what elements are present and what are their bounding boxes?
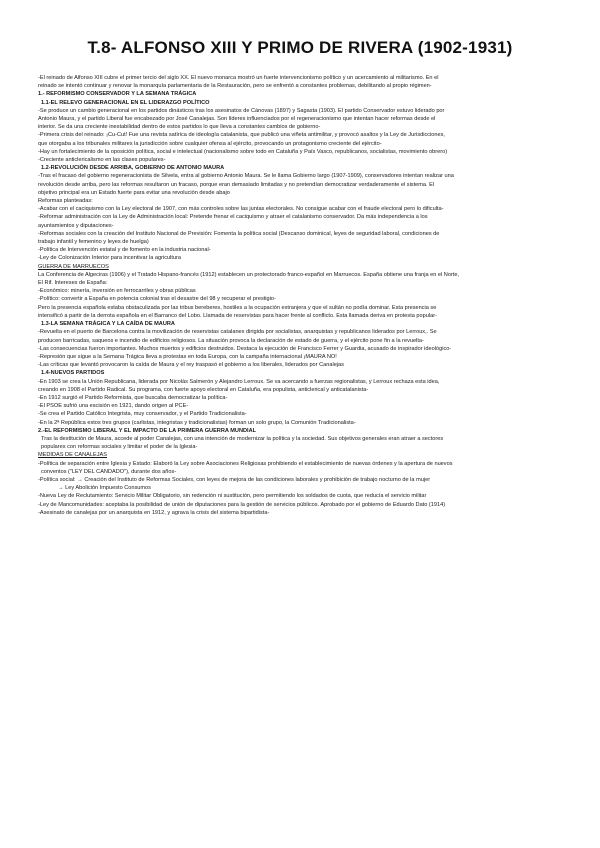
section-heading: 2.-EL REFORMISMO LIBERAL Y EL IMPACTO DE LA PRIMERA GUERRA MUNDIAL (38, 427, 257, 434)
section-heading: 1.- REFORMISMO CONSERVADOR Y LA SEMANA TRÁGICA (38, 91, 197, 98)
page-title: T.8- ALFONSO XIII Y PRIMO DE RIVERA (1902-1931) (87, 38, 513, 57)
section-heading: 1.4-NUEVOS PARTIDOS (41, 370, 105, 377)
text-line: -Ley de Mancomunidades: aceptaba la posibilidad de unión de diputaciones para la gestión de servicios públicos. Aprobado por el gobierno de Eduardo Dato (1914) (38, 501, 446, 508)
text-line: -Tras el fracaso del gobierno regeneracionista de Silvela, entra al gobierno Antonio Maura. Se le llama Gobierno largo (1907-1909), conservadores intentan realizar una (38, 173, 454, 180)
text-line: MEDIDAS DE CANALEJAS (38, 452, 108, 459)
text-line: trabajo infantil y femenino y leyes de huelga) (38, 239, 149, 246)
text-line: -El reinado de Alfonso XIII cubre el primer tercio del siglo XX. El nuevo monarca mostró un fuerte intervencionismo político y un acercamiento al militarismo. En el (38, 75, 439, 81)
text-line: -Reformar administración con la Ley de Administración local: Pretende frenar el caciquismo y atraer el catalanismo conservador. Da más independencia a los (38, 214, 428, 221)
text-line: La Conferencia de Algeciras (1906) y el Tratado Hispano-francés (1912) establecen un protectorado franco-español en Marruecos. España obtiene una franja en el Norte, (38, 271, 460, 278)
document-body (38, 74, 566, 517)
text-line: El Rif. Intereses de España: (38, 280, 108, 287)
text-line: -Creciente anticlericalismo en las clases populares- (38, 157, 166, 164)
text-line: -Se crea el Partido Católico Integrista, muy conservador, y el Partido Tradicionalista- (38, 411, 247, 418)
text-line: -Político: convertir a España en potencia colonial tras el desastre del 98 y recuperar el prestigio- (38, 296, 276, 303)
text-line: -Ley de Colonización Interior para incentivar la agricultura (38, 255, 182, 262)
text-line: -Primera crisis del reinado: ¡Cu-Cut! Fue una revista satírica de ideología catalanista, que publicó una viñeta antimilitar, y provocó asaltos y la Ley de Jurisdicciones, (38, 132, 445, 139)
text-line: GUERRA DE MARRUECOS (38, 263, 109, 270)
text-line: -Política de separación entre Iglesia y Estado: Elaboró la Ley sobre Asociaciones Religiosas prohibiendo el establecimiento de nuevas órdenes y la apertura de nuevos (38, 460, 453, 467)
text-line: creando en 1908 el Partido Radical. Su programa, con fuerte apoyo electoral en Cataluña, era populista, anticlerical y anticatalanista- (38, 386, 369, 393)
text-line: revolución desde arriba, pero las reformas resultaron un fracaso, porque eran demasiado limitadas y no pretendían democratizar verdaderamente el sistema. El (38, 181, 435, 188)
text-line: Tras la destitución de Maura, accede al poder Canalejas, con una intención de modernizar la política y la sociedad. Sus objetivos generales eran atraer a sectores (41, 435, 444, 442)
text-line: objetivo principal era un Estado fuerte para evitar una revolución desde abajo (38, 189, 230, 196)
text-line: Pero la presencia española estaba obstaculizada por las tribus bereberes, hostiles a la ocupación extranjera y que el sultán no podía dominar. Esta presencia se (38, 304, 437, 311)
text-line: populares con reformas sociales y limitar el poder de la Iglesia- (41, 444, 198, 451)
text-line: -Represión que sigue a la Semana Trágica lleva a protestas en toda Europa, con la campaña internacional ¡MAURA NO! (38, 353, 337, 360)
text-line: -Asesinato de canalejas por un anarquista en 1912, y agrava la crisis del sistema bipartidista- (38, 509, 270, 516)
text-line: → Ley Abolición Impuesto Consumos (58, 485, 151, 492)
text-line: intensificó a partir de la derrota española en el Barranco del Lobo. Llamada de reservistas para hacer frente al conflicto. Esta llamada deriva en protesta popular- (38, 312, 437, 319)
text-line: Antonio Maura, y el partido Liberal fue encabezado por José Canalejas. Son líderes influenciados por el regeneracionismo que intentan hacer reformas desde el (38, 116, 436, 123)
text-line: producen barricadas, saqueos e incendio de edificios religiosos. La situación provoca la declaración de estado de guerra, y el ejército pone fin a la revuelta- (38, 337, 424, 344)
text-line: -En 1912 surgió el Partido Reformista, que buscaba democratizar la política- (38, 394, 228, 401)
text-line: -Económico: minería, inversión en ferrocarriles y obras públicas (38, 288, 196, 295)
text-line: Reformas planteadas: (38, 198, 93, 205)
section-heading: 1.1-EL RELEVO GENERACIONAL EN EL LIDERAZGO POLÍTICO (41, 99, 210, 106)
text-line: -Reformas sociales con la creación del Instituto Nacional de Previsión: Fomenta la política social (Descanso dominical, leyes de seguridad laboral, condiciones de (38, 230, 440, 237)
text-line: -En la 2ª República estos tres grupos (carlistas, integristas y tradicionalistas) forman un solo grupo, la Comunión Tradicionalista- (38, 419, 356, 426)
text-line: interior. Se da una creciente inestabilidad dentro de estos partidos lo que lleva a constantes cambios de gobierno- (38, 124, 321, 131)
text-line: ayuntamientos y diputaciones- (38, 222, 114, 229)
text-line: -Se produce un cambio generacional en los partidos dinásticos tras los asesinatos de Cánovas (1897) y Sagasta (1903). El partido Conservador estuvo liderado por (38, 107, 445, 114)
text-line: -Hay un fortalecimiento de la oposición política, social e intelectual (nacionalismo sobre todo en Cataluña y País Vasco, republicanos, socialistas, movimiento obrero) (38, 148, 448, 155)
text-line: -Las críticas que levantó provocaron la caída de Maura y el rey traspasó el gobierno a los liberales, liderados por Canalejas (38, 362, 344, 369)
section-heading: 1.2-REVOLUCIÓN DESDE ARRIBA, GOBIERNO DE ANTONIO MAURA (41, 165, 225, 172)
text-line: reinado se intentó continuar y renovar la monarquía parlamentaria de la Restauración, pero se enfrentó a constantes problemas, debilitando al propio régimen- (38, 83, 432, 90)
text-line: -Política social: → Creación del Instituto de Reformas Sociales, con leyes de mejora de las condiciones laborales y prohibición de trabajo nocturno de la mujer (38, 476, 431, 483)
text-line: -Política de Intervención estatal y de fomento en la industria nacional- (38, 247, 211, 254)
text-line: que otorgaba a los tribunales militares la jurisdicción sobre cualquier ofensa al ejército, provocando un protagonismo creciente del ejército- (38, 140, 382, 147)
text-line: -Las consecuencias fueron importantes. Muchos muertos y edificios destruidos. Destaca la ejecución de Francisco Ferrer y Guardia, acusado de inspirador ideológico- (38, 345, 452, 352)
text-line: conventos ("LEY DEL CANDADO"), durante dos años- (41, 468, 177, 475)
section-heading: 1.3-LA SEMANA TRÁGICA Y LA CAÍDA DE MAURA (41, 321, 175, 328)
text-line: -Acabar con el caciquismo con la Ley electoral de 1907, con más controles sobre las juntas electorales. No consigue acabar con el fraude electoral pero lo dificulta- (38, 206, 444, 213)
text-line: -Revuelta en el puerto de Barcelona contra la movilización de reservistas catalanes dirigida por socialistas, anarquistas y republicanos liderados por Lerroux,. Se (38, 329, 437, 336)
text-line: -En 1903 se crea la Unión Republicana, liderada por Nicolás Salmerón y Alejandro Lerroux. Se va acercando a fuerzas regionalistas, y Lerroux rechaza esta idea, (38, 378, 440, 385)
text-line: -Nueva Ley de Reclutamiento: Servicio Militar Obligatorio, sin redención ni sustitución, pero permitiendo los soldados de cuota, que reducía el servicio militar (38, 493, 427, 500)
text-line: -El PSOE sufrió una escisión en 1921, dando origen al PCE- (38, 403, 189, 410)
